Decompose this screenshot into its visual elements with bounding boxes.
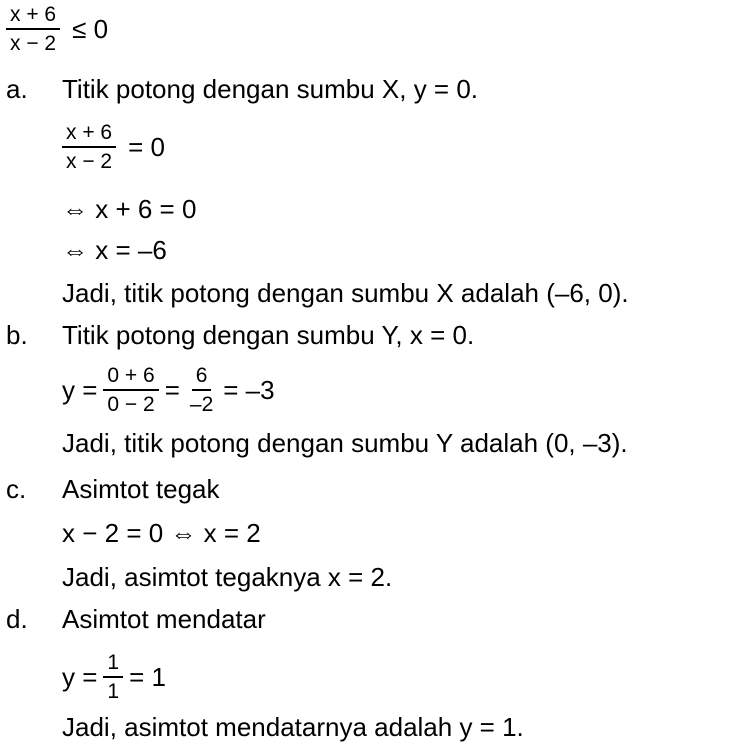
part-a-step3: ⇔ x = –6 [62, 235, 167, 265]
part-b-fraction-1 [103, 365, 158, 415]
part-a-step2: ⇔ x + 6 = 0 [62, 194, 197, 224]
part-d-conclusion: Jadi, asimtot mendatarnya adalah y = 1. [62, 712, 524, 742]
part-d-result: = 1 [129, 662, 166, 692]
part-b-equals: = [164, 375, 180, 405]
fraction-denominator: 1 [107, 680, 120, 703]
part-d-heading: Asimtot mendatar [62, 604, 266, 634]
fraction-numerator: x + 6 [62, 122, 116, 148]
problem-inequality [6, 4, 114, 54]
part-c-heading: Asimtot tegak [62, 474, 220, 504]
fraction-numerator: 1 [103, 652, 123, 678]
part-c-marker: c. [6, 474, 27, 504]
part-b-heading: Titik potong dengan sumbu Y, x = 0. [62, 320, 475, 350]
part-c-equation: x − 2 = 0 ⇔ x = 2 [62, 518, 261, 548]
part-b-marker: b. [6, 320, 28, 350]
part-b-lhs: y = [62, 375, 98, 405]
part-d-fraction [103, 652, 123, 702]
part-d-marker: d. [6, 604, 28, 634]
problem-relation: ≤ 0 [72, 14, 109, 44]
part-b-conclusion: Jadi, titik potong dengan sumbu Y adalah (0, –3). [62, 428, 628, 458]
part-a-marker: a. [6, 74, 28, 104]
part-b-result: = –3 [223, 375, 275, 405]
part-a-step1-rhs: = 0 [128, 132, 165, 162]
part-b-fraction-2 [186, 365, 217, 415]
fraction-denominator: –2 [189, 393, 214, 416]
fraction-denominator: x − 2 [10, 32, 57, 55]
fraction-numerator: 0 + 6 [103, 365, 158, 391]
part-a-step1 [62, 122, 171, 172]
fraction-numerator: 6 [192, 365, 212, 391]
part-c-conclusion: Jadi, asimtot tegaknya x = 2. [62, 562, 393, 592]
part-a-fraction [62, 122, 116, 172]
part-a-heading: Titik potong dengan sumbu X, y = 0. [62, 74, 479, 104]
part-b-equation [62, 365, 281, 415]
fraction-denominator: 0 − 2 [107, 393, 155, 416]
problem-fraction [6, 4, 60, 54]
part-d-equation [62, 652, 172, 702]
fraction-denominator: x − 2 [66, 150, 113, 173]
part-d-lhs: y = [62, 662, 98, 692]
fraction-numerator: x + 6 [6, 4, 60, 30]
part-a-conclusion: Jadi, titik potong dengan sumbu X adalah (–6, 0). [62, 278, 629, 308]
